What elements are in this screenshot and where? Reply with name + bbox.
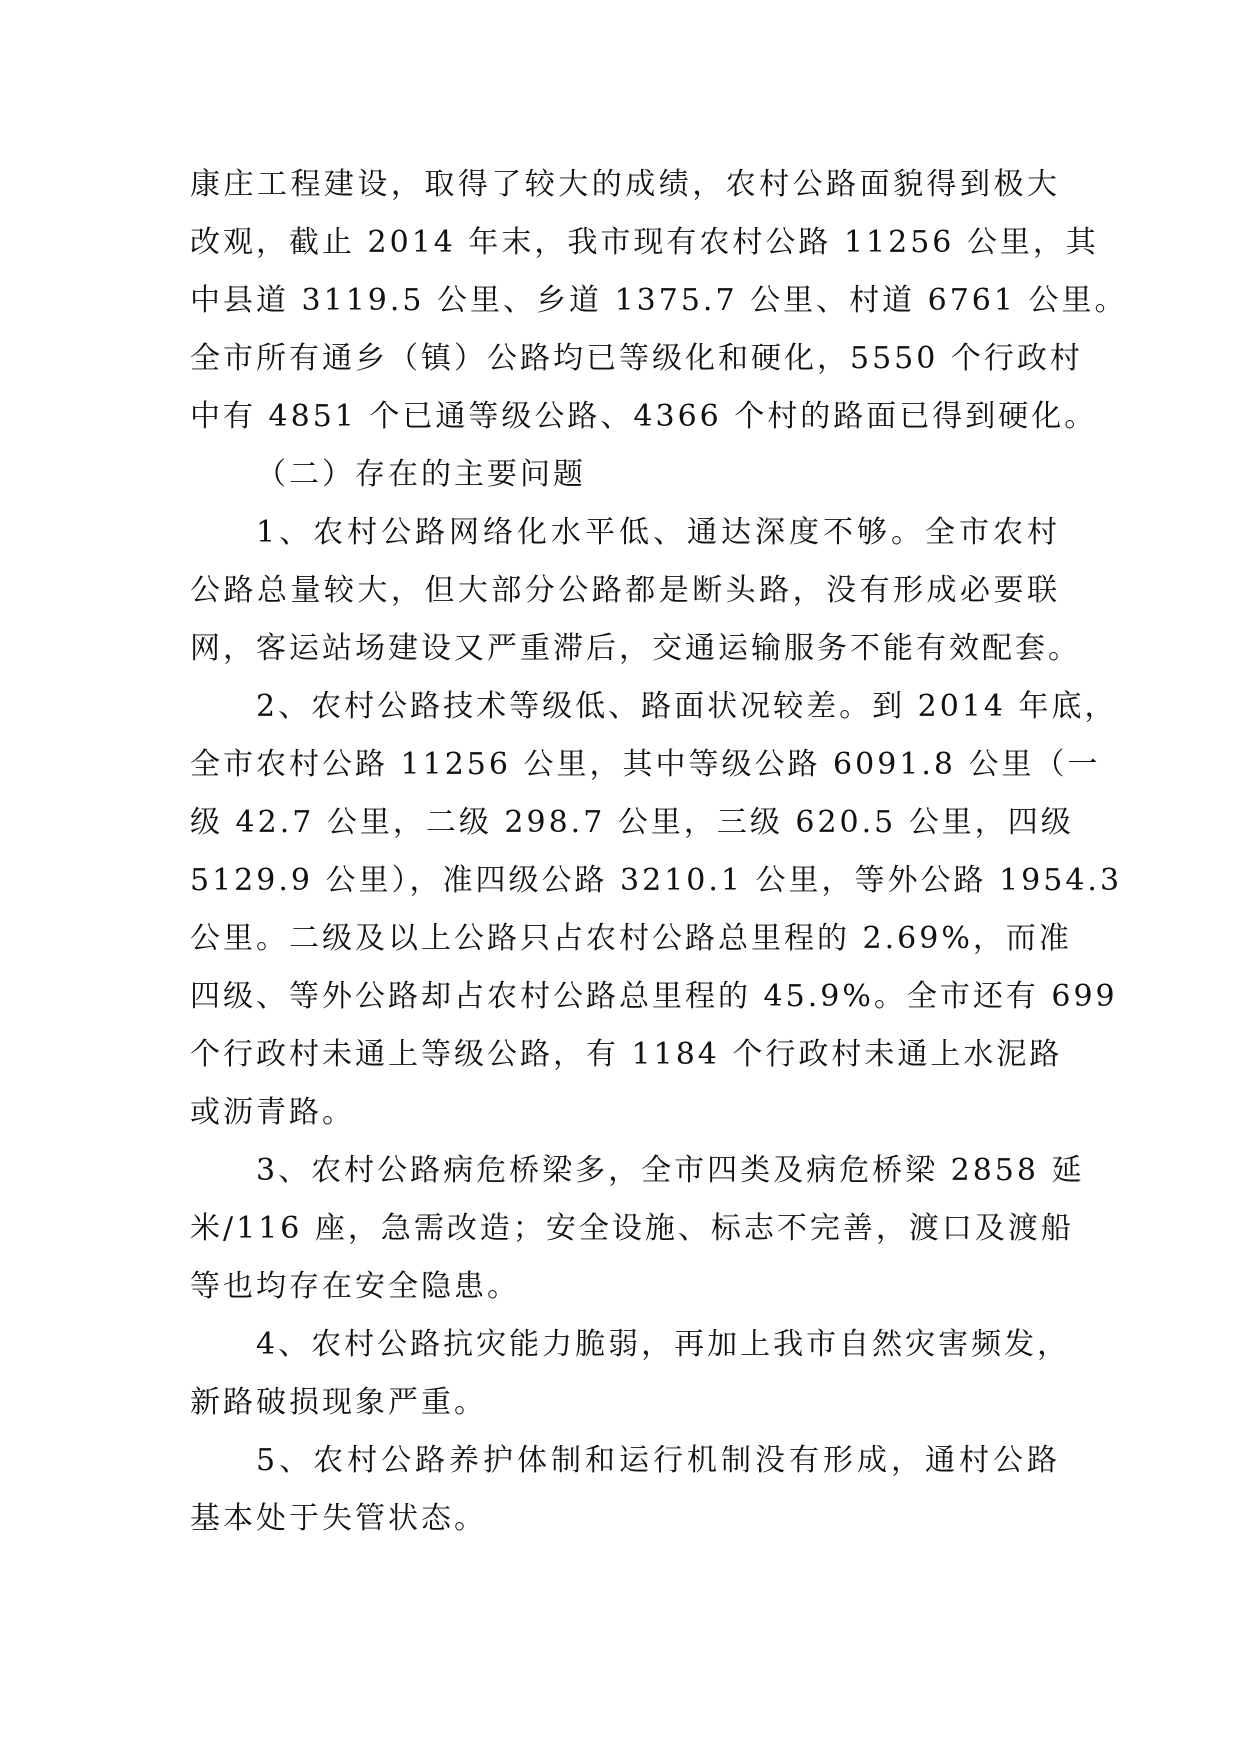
text-line: 基本处于失管状态。 bbox=[190, 1501, 487, 1536]
text-line: 等也均存在安全隐患。 bbox=[190, 1269, 520, 1304]
paragraph-item-4 bbox=[190, 1316, 1071, 1432]
paragraph-item-3 bbox=[190, 1142, 1085, 1316]
section-heading-text: （二）存在的主要问题 bbox=[256, 457, 586, 492]
text-line: 米/116 座，急需改造；安全设施、标志不完善，渡口及渡船 bbox=[190, 1211, 1074, 1246]
text-line: 康庄工程建设，取得了较大的成绩，农村公路面貌得到极大 bbox=[190, 167, 1060, 202]
text-line: 或沥青路。 bbox=[190, 1095, 355, 1130]
text-line: 3、农村公路病危桥梁多，全市四类及病危桥梁 2858 延 bbox=[256, 1153, 1085, 1188]
text-line: 5、农村公路养护体制和运行机制没有形成，通村公路 bbox=[256, 1443, 1060, 1478]
text-line: 中有 4851 个已通等级公路、4366 个村的路面已得到硬化。 bbox=[190, 399, 1098, 434]
text-line: 全市所有通乡（镇）公路均已等级化和硬化，5550 个行政村 bbox=[190, 341, 1083, 376]
text-line: 改观，截止 2014 年末，我市现有农村公路 11256 公里，其 bbox=[190, 225, 1099, 260]
text-line: 2、农村公路技术等级低、路面状况较差。到 2014 年底， bbox=[256, 689, 1118, 724]
text-line: 1、农村公路网络化水平低、通达深度不够。全市农村 bbox=[256, 515, 1060, 550]
paragraph-intro bbox=[190, 156, 1128, 446]
text-line: 网，客运站场建设又严重滞后，交通运输服务不能有效配套。 bbox=[190, 631, 1081, 666]
section-heading bbox=[190, 446, 1060, 504]
text-line: 全市农村公路 11256 公里，其中等级公路 6091.8 公里（一 bbox=[190, 747, 1101, 782]
text-line: 中县道 3119.5 公里、乡道 1375.7 公里、村道 6761 公里。 bbox=[190, 283, 1128, 318]
document-body bbox=[190, 156, 1128, 1548]
text-line: 级 42.7 公里，二级 298.7 公里，三级 620.5 公里，四级 bbox=[190, 805, 1074, 840]
text-line: 个行政村未通上等级公路，有 1184 个行政村未通上水泥路 bbox=[190, 1037, 1063, 1072]
text-line: 4、农村公路抗灾能力脆弱，再加上我市自然灾害频发， bbox=[256, 1327, 1071, 1362]
text-line: 新路破损现象严重。 bbox=[190, 1385, 487, 1420]
paragraph-item-1 bbox=[190, 504, 1081, 678]
text-line: 公里。二级及以上公路只占农村公路总里程的 2.69%，而准 bbox=[190, 921, 1072, 956]
paragraph-item-5 bbox=[190, 1432, 1060, 1548]
text-line: 公路总量较大，但大部分公路都是断头路，没有形成必要联 bbox=[190, 573, 1060, 608]
text-line: 5129.9 公里），准四级公路 3210.1 公里，等外公路 1954.3 bbox=[190, 863, 1123, 898]
text-line: 四级、等外公路却占农村公路总里程的 45.9%。全市还有 699 bbox=[190, 979, 1118, 1014]
paragraph-item-2 bbox=[190, 678, 1123, 1142]
